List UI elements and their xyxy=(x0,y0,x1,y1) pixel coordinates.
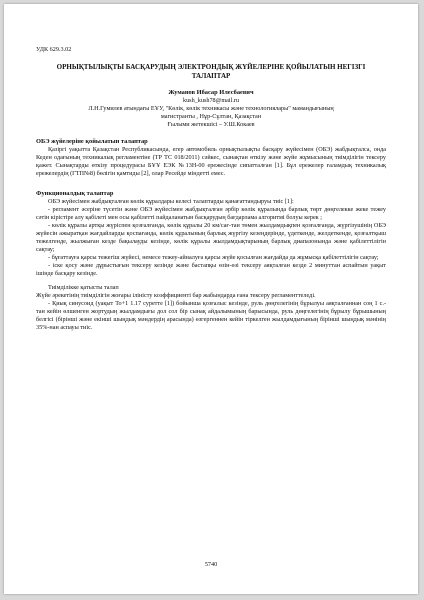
section-heading: ОБЭ жүйелеріне қойылатын талаптар xyxy=(36,138,148,145)
section-efficiency xyxy=(36,284,386,332)
udk-code: УДК 629.3.02 xyxy=(36,46,72,53)
section-functional xyxy=(36,190,386,278)
affiliation-line: Л.Н.Гумилев атындағы ЕҰУ, "Көлік, көлік техникасы және технологиялары" мамандығының xyxy=(88,105,334,112)
list-item: - бұғаттауға қарсы тежегіш жүйесі, немесе тежеу-айналуға қарсы жүйе қосылған жағдайда да жұмысқа қабілеттілігін сақтау; xyxy=(48,254,379,261)
author-name: Жуманов Ибасар Илесбаевич xyxy=(168,89,254,96)
subheading: Тиімділікке қатысты талап xyxy=(48,284,119,291)
author-email: kush_kush78@mail.ru xyxy=(182,97,240,104)
page-number: 5740 xyxy=(204,561,218,568)
page-content xyxy=(36,46,386,332)
list-item: - регламент әсеріне түсетін және ОБЭ жүйесімен жабдықталған әрбір көлік құралында барлық төрт дөңгелекке жеке тежеу сәтін кірістіре алу қабілеті мен осы қабілетті пайдаланатын басқарудың бағдарлама алгоритмі болуы керек ; xyxy=(36,206,386,221)
paragraph: Қазіргі уақытта Қазақстан Республикасында, егер автомобиль орнықтылықты басқару жүйесімен (ОБЭ) жабдықталса, онда Кеден одағының техникалық регламентіне (ТР ТС 018/2011) сәйкес, сынақтан өткізу және жүйе жұмысының тиімділігін тексеру қажет. Сынақтарды өткізу процедурасы БҰҰ ЕЭК №13Н-00 ережесінде сипатталған [1]. Бұл ережелер ғаламдық техникалық ережелердің (ГТП№8) бөлігін қамтиды [2], олар Ресейде міндетті емес. xyxy=(36,146,386,177)
paragraph: Жүйе әрекетінің тиімділігін жоғары іліністу коэффициенті бар жабындарда ғана тексеру регламенттеледі. xyxy=(36,292,316,299)
affiliation-line: Ғылыми жетекшісі – У.Ш.Кокаев xyxy=(167,121,255,128)
affiliation-line: магистранты , Нұр-Сұлтан, Қазақстан xyxy=(160,113,262,120)
list-item: - көлік құралы артқы жүріспен қозғалғанда, көлік құралы 20 км/сағ-тан төмен жылдамдықпен қозғалғанда, жүргізушінің ОБЭ жүйесін ажыратқан жағдайларды қоспағанда, көлік құралының барлық жүргізу кезеңдерінде, үдеткенде, желдеткенде, қозғалтқыш тежелгенде, жылжыған кезде бақылауды кезінде, көлік құралы жылдамдықтарының барлық диапазонында және қабілеттілігін сақтау; xyxy=(36,222,386,253)
section-requirements xyxy=(36,138,386,178)
paper-title: ОРНЫҚТЫЛЫҚТЫ БАСҚАРУДЫҢ ЭЛЕКТРОНДЫҚ ЖҮЙЕЛЕРІНЕ ҚОЙЫЛАТЫН НЕГІЗГІ ТАЛАПТАР xyxy=(56,63,366,80)
list-item: - іске қосу және дұрыстығын тексеру кезінде және бастапқы өзін-өзі тексеру аяқталған кезде 2 минуттан аспайтын уақыт ішінде басқару кезінде. xyxy=(36,262,386,277)
list-item: - Қиық синусоид (уақыт То+1 1.17 суретте [1]) бойынша қозғалыс кезінде, руль дөңгелегінің бұрылуы аяқталғаннан соң 1 с.-тан кейін өлшенген жортудың жылдамдығы дол сол бір сынақ айдалымының барысында, руль дөңгелегінің бұрылу бұрышының белгісі (бірінші және екінші шыңдық мәндердің арасында) өзгергеннен кейін тіркелген жылдамдығының бірінші шыңдық мәнінің 35%-нан аспауы тиіс. xyxy=(36,300,386,331)
section-heading: Функционалдық талаптар xyxy=(36,190,114,197)
paragraph: ОБЭ жүйесімен жабдықталған көлік құралдары келесі талаптарды қанағаттандыруы тиіс [1]: xyxy=(48,198,294,205)
affiliation-block xyxy=(36,105,386,129)
document-page xyxy=(4,4,418,594)
